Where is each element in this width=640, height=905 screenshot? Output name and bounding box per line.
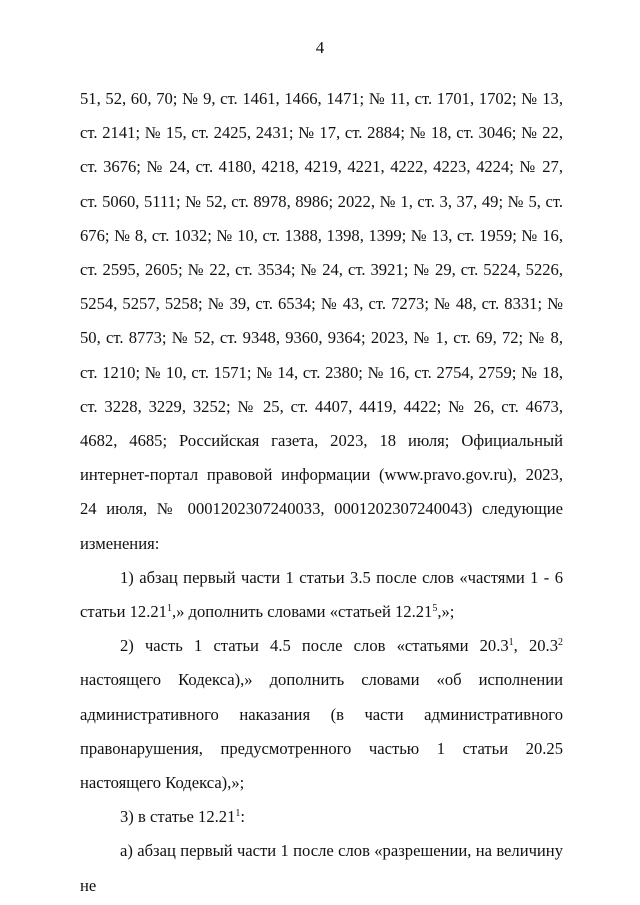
amendment-item-3a: а) абзац первый части 1 после слов «разрешении, на величину не xyxy=(80,841,563,895)
amendment-item-2 xyxy=(80,629,563,800)
item1-text-b: ,» дополнить словами «статьей 12.21 xyxy=(171,602,433,622)
document-body xyxy=(80,82,563,903)
item2-sup-a: 1 xyxy=(508,637,514,649)
item3-text-b: : xyxy=(240,807,246,827)
item2-text-a: 2) часть 1 статьи 4.5 после слов «статьями 20.3 xyxy=(120,636,509,656)
item3-text-a: 3) в статье 12.21 xyxy=(120,807,236,827)
amendment-item-1 xyxy=(80,561,563,629)
item1-sup-a: 1 xyxy=(166,603,172,615)
item1-text-a: 1) абзац первый части 1 статьи 3.5 после слов «частями 1 - 6 статьи 12.21 xyxy=(80,567,563,622)
amendment-item-3 xyxy=(80,800,563,834)
item1-sup-b: 5 xyxy=(432,603,438,615)
page-number: 4 xyxy=(315,38,325,57)
item3-sup-a: 1 xyxy=(235,808,241,820)
item2-text-c: настоящего Кодекса),» дополнить словами «об исполнении административного наказания (в части административного правонарушения, предусмотренного частью 1 статьи 20.25 настоящего Кодекса),»; xyxy=(80,670,563,793)
item2-text-b: , 20.3 xyxy=(513,636,559,656)
item1-text-c: ,»; xyxy=(437,602,455,622)
item2-sup-b: 2 xyxy=(558,637,564,649)
intro-paragraph: 51, 52, 60, 70; № 9, ст. 1461, 1466, 1471; № 11, ст. 1701, 1702; № 13, ст. 2141; № 15, ст. 2425, 2431; № 17, ст. 2884; № 18, ст. 3046; № 22, ст. 3676; № 24, ст. 4180, 4218, 4219, 4221, 4222, 4223, 4224; № 27, ст. 5060, 5111; № 52, ст. 8978, 8986; 2022, № 1, ст. 3, 37, 49; № 5, ст. 676; № 8, ст. 1032; № 10, ст. 1388, 1398, 1399; № 13, ст. 1959; № 16, ст. 2595, 2605; № 22, ст. 3534; № 24, ст. 3921; № 29, ст. 5224, 5226, 5254, 5257, 5258; № 39, ст. 6534; № 43, ст. 7273; № 48, ст. 8331; № 50, ст. 8773; № 52, ст. 9348, 9360, 9364; 2023, № 1, ст. 69, 72; № 8, ст. 1210; № 10, ст. 1571; № 14, ст. 2380; № 16, ст. 2754, 2759; № 18, ст. 3228, 3229, 3252; № 25, ст. 4407, 4419, 4422; № 26, ст. 4673, 4682, 4685; Российская газета, 2023, 18 июля; Официальный интернет-портал правовой информации (www.pravo.gov.ru), 2023, 24 июля, № 0001202307240033, 0001202307240043) следующие изменения: xyxy=(80,89,563,553)
